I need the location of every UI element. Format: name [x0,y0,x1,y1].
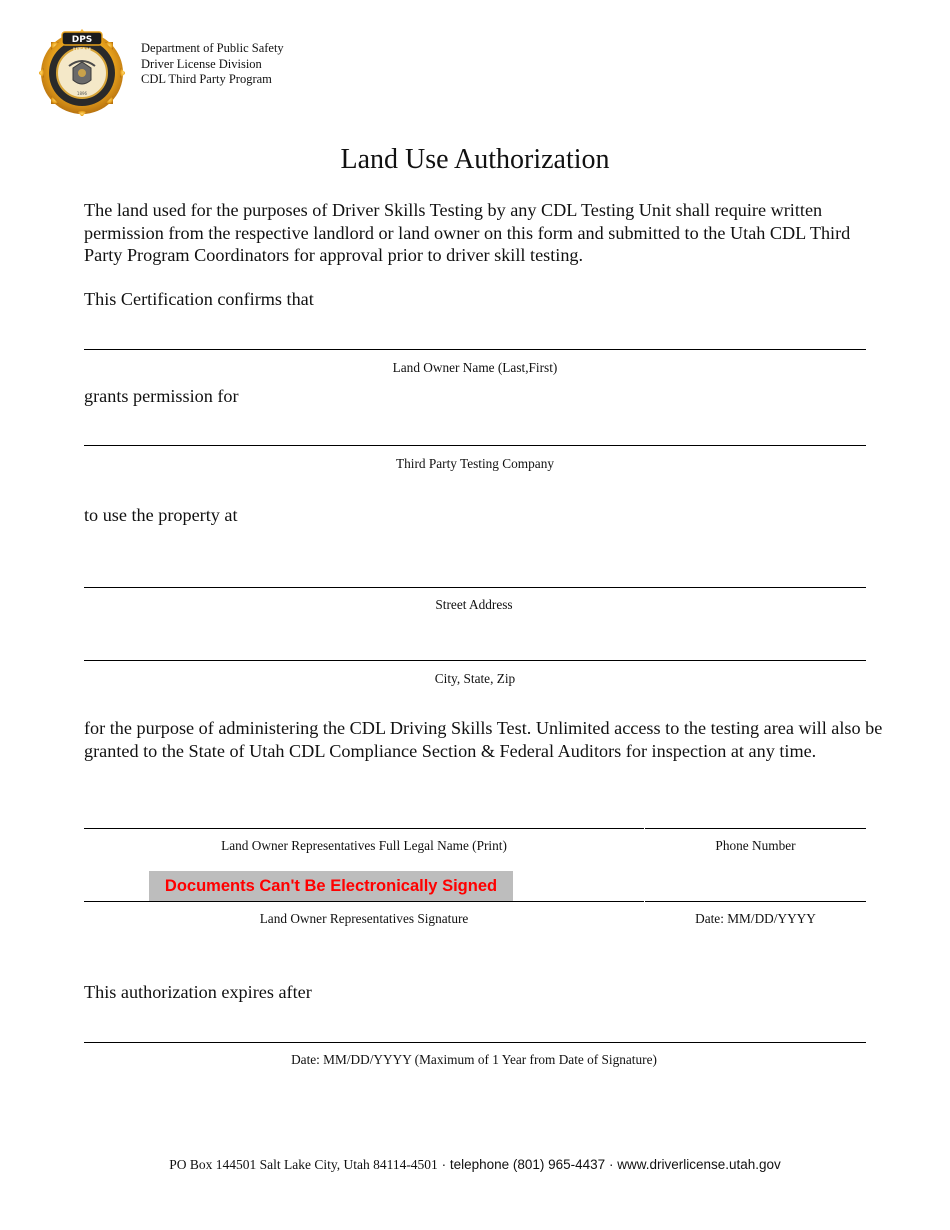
intro-paragraph: The land used for the purposes of Driver Skills Testing by any CDL Testing Unit shall require written permission from the respective landlord or land owner on this form and submitted to the Utah CDL Third Party Program Coordinators for approval prior to driver skill testing. [84,200,851,265]
city-state-zip-line [84,660,866,661]
svg-text:UTAH: UTAH [72,47,92,54]
city-state-zip-label: City, State, Zip [434,671,516,686]
representative-name-line [84,828,644,829]
city-state-zip-input[interactable] [84,631,866,659]
footer-address: PO Box 144501 Salt Lake City, Utah 84114-4501 [169,1157,438,1172]
testing-company-label: Third Party Testing Company [395,456,554,471]
street-address-line [84,587,866,588]
footer-contact [0,1157,950,1173]
phone-number-line [645,828,866,829]
expiration-date-line [84,1042,866,1043]
signature-date-input[interactable] [645,873,866,900]
footer-separator-2: · [605,1157,618,1172]
signature-line [84,901,644,902]
dps-seal-logo [39,26,125,116]
street-address-input[interactable] [84,558,866,586]
land-owner-name-label: Land Owner Name (Last,First) [392,360,558,375]
testing-company-line [84,445,866,446]
street-address-label: Street Address [435,597,513,612]
electronic-signature-notice: Documents Can't Be Electronically Signed [164,876,498,895]
purpose-paragraph: for the purpose of administering the CDL Driving Skills Test. Unlimited access to the testing area will also be granted to the State of Utah CDL Compliance Section & Federal Auditors for inspection at any time. [84,718,883,761]
expiration-text: This authorization expires after [84,982,312,1002]
page-title: Land Use Authorization [340,144,610,175]
agency-program: CDL Third Party Program [141,72,272,86]
footer-separator-1: · [437,1157,450,1172]
phone-number-input[interactable] [645,800,866,827]
land-owner-name-input[interactable] [84,320,866,348]
signature-date-label: Date: MM/DD/YYYY [695,911,816,926]
certification-text: This Certification confirms that [84,289,314,309]
footer-website-link[interactable]: www.driverlicense.utah.gov [617,1157,781,1172]
agency-division: Driver License Division [141,56,262,71]
phone-number-label: Phone Number [715,838,796,853]
svg-text:DPS: DPS [71,35,93,45]
use-property-text: to use the property at [84,505,238,525]
agency-header [141,41,284,88]
land-owner-name-line [84,349,866,350]
signature-date-line [645,901,866,902]
svg-text:1896: 1896 [76,91,88,96]
signature-field[interactable] [149,871,513,901]
utah-dps-seal-icon [39,26,125,116]
representative-name-label: Land Owner Representatives Full Legal Name (Print) [221,838,507,853]
grants-permission-text: grants permission for [84,386,239,406]
signature-label: Land Owner Representatives Signature [259,911,469,926]
footer-telephone: telephone (801) 965-4437 [449,1157,606,1172]
representative-name-input[interactable] [84,800,644,827]
agency-department: Department of Public Safety [141,41,284,55]
expiration-date-label: Date: MM/DD/YYYY (Maximum of 1 Year from Date of Signature) [291,1052,657,1067]
expiration-date-input[interactable] [84,1013,866,1041]
testing-company-input[interactable] [84,416,866,444]
